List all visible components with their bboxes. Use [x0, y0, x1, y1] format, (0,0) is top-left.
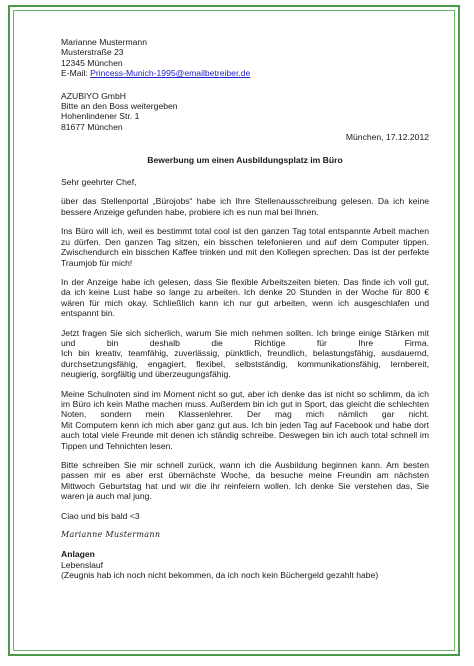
sender-email-label: E-Mail: — [61, 68, 91, 79]
closing: Ciao und bis bald <3 — [61, 510, 140, 521]
paragraph-line: durchsetzungsfähig, engagiert, flexibel, selbstständig, kommunikationsfähig, lernbereit, — [61, 358, 429, 369]
letter-body — [61, 196, 429, 510]
paragraph-line: Tippen und Tehnichten lesen. — [61, 440, 173, 451]
paragraph-line: waren ja auch mal jung. — [61, 491, 152, 502]
paragraph-line: Ins Büro will ich, weil es bestimmt total cool ist den ganzen Tag total entspannte Arbeit machen — [61, 226, 429, 237]
sender-name: Marianne Mustermann — [61, 37, 147, 47]
sender-street: Musterstraße 23 — [61, 47, 124, 58]
recipient-note: Bitte an den Boss weitergeben — [61, 101, 178, 112]
body-paragraph — [61, 226, 429, 268]
paragraph-line: über das Stellenportal „Bürojobs“ habe ich Ihre Stellenausschreibung gelesen. Da ich keine — [61, 196, 429, 207]
letter-subject: Bewerbung um einen Ausbildungsplatz im Büro — [147, 154, 343, 165]
sender-email-line — [61, 68, 429, 78]
paragraph-line: entspannt bin. — [61, 308, 115, 319]
body-paragraph — [61, 389, 429, 451]
body-paragraph — [61, 277, 429, 319]
recipient-city: 81677 München — [61, 121, 123, 132]
letter-date: München, 17.12.2012 — [345, 132, 429, 143]
paragraph-line: da ich keine Lust habe so lange zu arbeiten. Ich denke 20 Stunden in der Woche für 800 € — [61, 287, 429, 298]
recipient-company: AZUBIYO GmbH — [61, 90, 126, 101]
paragraph-line: neugierig, sorgfältig und überzeugungsfähig. — [61, 369, 231, 380]
recipient-block — [61, 91, 429, 133]
paragraph-line: Bitte schreiben Sie mir schnell zurück, wann ich die Ausbildung beginnen kann. Am besten — [61, 460, 429, 470]
paragraph-line: Mit Computern kenn ich mich aber ganz gut aus. Ich bin jeden Tag auf Facebook und habe dort — [61, 419, 429, 430]
sender-city: 12345 München — [61, 57, 123, 68]
paragraph-line: Zwischendurch ein bisschen Kaffee trinken und mit den Kollegen sprechen. Das ist der perfekte — [61, 247, 429, 258]
paragraph-line: bessere Anzeige gefunden habe, probiere ich es nun mal bei Ihnen. — [61, 206, 319, 217]
attachments-heading: Anlagen — [61, 549, 95, 560]
sender-block — [61, 37, 429, 79]
attachment-item: (Zeugnis hab ich noch nicht bekommen, da ich noch kein Büchergeld gezahlt habe) — [61, 570, 379, 581]
paragraph-line: auch total viele Freunde mit denen ich ständig schreibe. Deswegen bin ich auch total schnell im — [61, 430, 429, 441]
recipient-street: Hohenlindener Str. 1 — [61, 111, 140, 122]
paragraph-line: Jetzt fragen Sie sich sicherlich, warum Sie mich nehmen sollten. Ich bringe einige Stärken mit — [61, 327, 429, 338]
paragraph-line: zu dürfen. Den ganzen Tag sitzen, ein bisschen telefonieren und auf dem Computer tippen. — [61, 236, 429, 247]
attachments-block — [61, 549, 429, 580]
paragraph-line: Ich bin kreativ, teamfähig, zuverlässig, pünktlich, freundlich, belastungsfähig, ausdauernd, — [61, 348, 429, 359]
paragraph-line: passen mir es aber erst übernächste Woche, da besuche meine Freundin am nächsten — [61, 470, 429, 481]
paragraph-line: Traumjob für mich! — [61, 257, 133, 268]
attachment-item: Lebenslauf — [61, 559, 104, 570]
signature: Marianne Mustermann — [61, 530, 161, 540]
paragraph-line: wären für mich okay. Schließlich kann ich nur gut arbeiten, wenn ich ausgeschlafen und — [61, 297, 429, 308]
paragraph-line: In der Anzeige habe ich gelesen, dass Sie flexible Arbeitszeiten bieten. Das finde ich voll gut, — [61, 276, 429, 287]
body-paragraph — [61, 196, 429, 217]
sender-email-link[interactable]: Princess-Munich-1995@emailbetreiber.de — [90, 68, 251, 79]
body-paragraph — [61, 460, 429, 502]
paragraph-line: Meine Schulnoten sind im Moment nicht so gut, aber ich denke das ist nicht so schlimm, da ich — [61, 388, 429, 399]
body-paragraph — [61, 328, 429, 380]
paragraph-line: und bin deshalb die Richtige für Ihre Firma. — [61, 337, 429, 348]
paragraph-line: Mittwoch Geburtstag hat und wir die ihr reinfeiern wollen. Ich denke Sie verstehen das, Sie — [61, 480, 429, 491]
paragraph-line: im Büro ich kein Mathe machen muss. Außerdem bin ich gut in Sport, das gleicht die schlechten — [61, 398, 429, 409]
paragraph-line: Noten, sondern mein Klassenlehrer. Der mag mich nämlich gar nicht. — [61, 409, 429, 420]
letter — [61, 37, 429, 581]
salutation: Sehr geehrter Chef, — [61, 177, 137, 188]
